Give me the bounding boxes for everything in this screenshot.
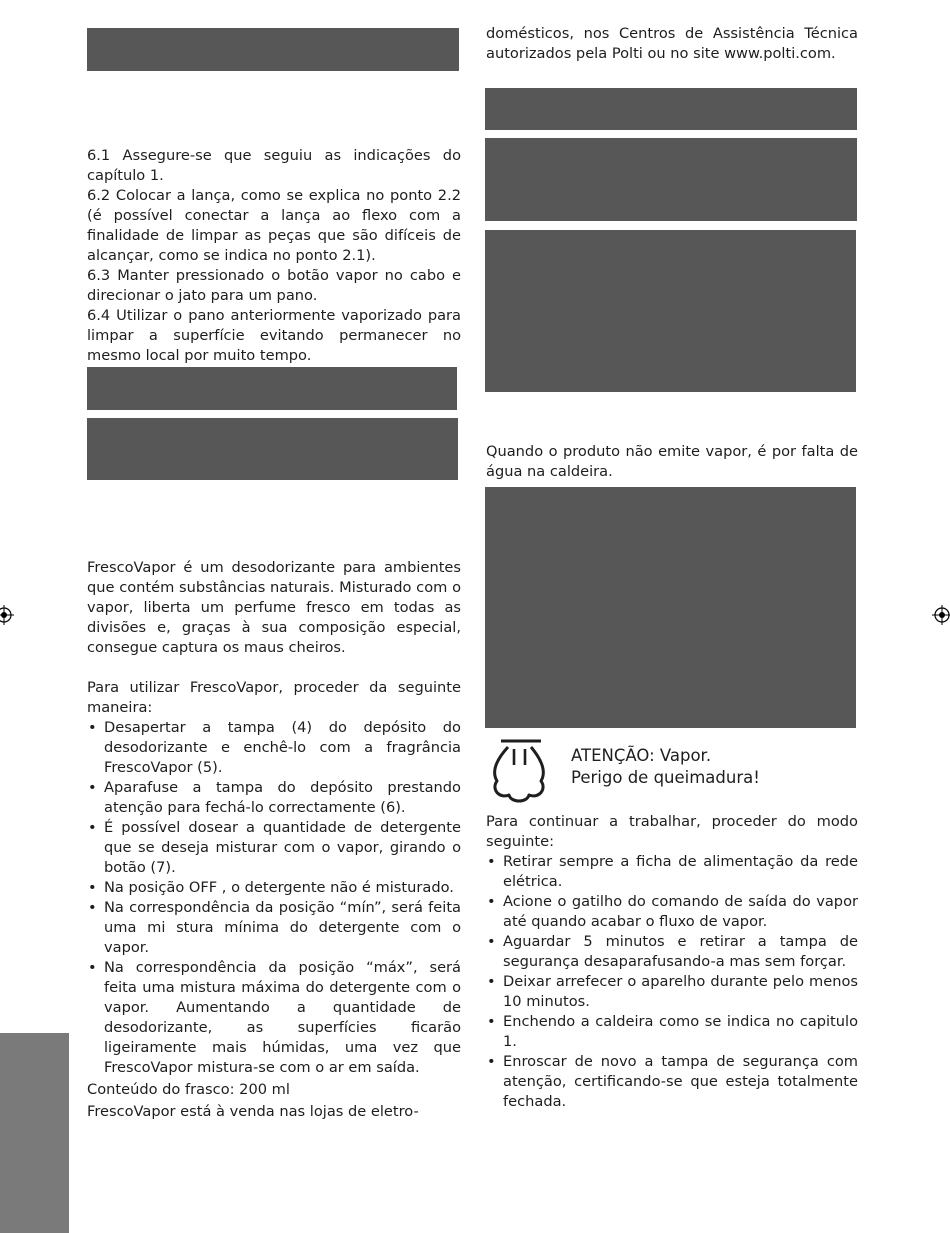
redacted-image-block <box>485 230 856 392</box>
list-item: • Aparafuse a tampa do depósito prestando atenção para fechá-lo correctamente (6). <box>87 778 461 818</box>
list-item: • Acione o gatilho do comando de saída do vapor até quando acabar o fluxo de vapor. <box>486 892 858 932</box>
sale-text-continued: domésticos, nos Centros de Assistência Técnica autorizados pela Polti ou no site www.polti.com. <box>486 25 858 62</box>
list-item: • Na correspondência da posição “mín”, será feita uma mi stura mínima do detergente com o vapor. <box>87 898 461 958</box>
registration-mark-icon <box>932 605 950 625</box>
list-item: • Na posição OFF , o detergente não é misturado. <box>87 878 461 898</box>
step-text: 6.3 Manter pressionado o botão vapor no cabo e direcionar o jato para um pano. <box>87 267 461 304</box>
no-steam-note-block <box>486 442 858 482</box>
list-item: • Enroscar de novo a tampa de segurança com atenção, certificando-se que esteja totalmente fechada. <box>486 1052 858 1112</box>
hot-steam-warning-icon <box>489 737 549 809</box>
usage-list <box>87 718 461 1078</box>
warning-title: ATENÇÃO: Vapor. <box>571 746 712 765</box>
registration-mark-icon <box>0 605 14 625</box>
frescovapor-intro: FrescoVapor é um desodorizante para ambientes que contém substâncias naturais. Misturado com o vapor, liberta um perfume fresco em todas as divisões e, graças à sua composição especial, consegue captura os maus cheiros. <box>87 559 461 656</box>
redacted-image-block <box>485 487 856 728</box>
redacted-heading-block <box>87 28 459 71</box>
step-text: 6.1 Assegure-se que seguiu as indicações do capítulo 1. <box>87 147 461 184</box>
continue-intro: Para continuar a trabalhar, proceder do modo seguinte: <box>486 813 858 850</box>
redacted-heading-block <box>485 88 857 130</box>
sale-text: FrescoVapor está à venda nas lojas de eletro- <box>87 1103 419 1120</box>
redacted-heading-block <box>485 138 857 221</box>
list-item: • Aguardar 5 minutos e retirar a tampa de segurança desaparafusando-a mas sem forçar. <box>486 932 858 972</box>
right-column <box>486 24 858 64</box>
usage-intro: Para utilizar FrescoVapor, proceder da seguinte maneira: <box>87 679 461 716</box>
continue-block <box>486 812 858 1112</box>
continue-list <box>486 852 858 1112</box>
list-item: • Deixar arrefecer o aparelho durante pelo menos 10 minutos. <box>486 972 858 1012</box>
warning-text <box>571 745 760 789</box>
no-steam-note: Quando o produto não emite vapor, é por falta de água na caldeira. <box>486 443 858 480</box>
list-item: • Desapertar a tampa (4) do depósito do desodorizante e enchê-lo com a fragrância FrescoVapor (5). <box>87 718 461 778</box>
warning-subtitle: Perigo de queimadura! <box>571 768 760 787</box>
left-column <box>87 146 461 1122</box>
list-item: • É possível dosear a quantidade de detergente que se deseja misturar com o vapor, girando o botão (7). <box>87 818 461 878</box>
step-text: 6.2 Colocar a lança, como se explica no ponto 2.2 (é possível conectar a lança ao flexo com a finalidade de limpar as peças que são difíceis de alcançar, como se indica no ponto 2.1). <box>87 187 461 264</box>
content-volume: Conteúdo do frasco: 200 ml <box>87 1081 290 1098</box>
list-item: • Na correspondência da posição “máx”, será feita uma mistura máxima do detergente com o vapor. Aumentando a quantidade de desodorizante, as superfícies ficarão ligeiramente mais húmidas, uma vez que FrescoVapor mistura-se com o ar em saída. <box>87 958 461 1078</box>
list-item: • Retirar sempre a ficha de alimentação da rede elétrica. <box>486 852 858 892</box>
language-side-tab <box>0 1033 69 1233</box>
list-item: • Enchendo a caldeira como se indica no capitulo 1. <box>486 1012 858 1052</box>
steam-warning <box>489 737 849 809</box>
step-text: 6.4 Utilizar o pano anteriormente vaporizado para limpar a superfície evitando permanecer no mesmo local por muito tempo. <box>87 307 461 364</box>
